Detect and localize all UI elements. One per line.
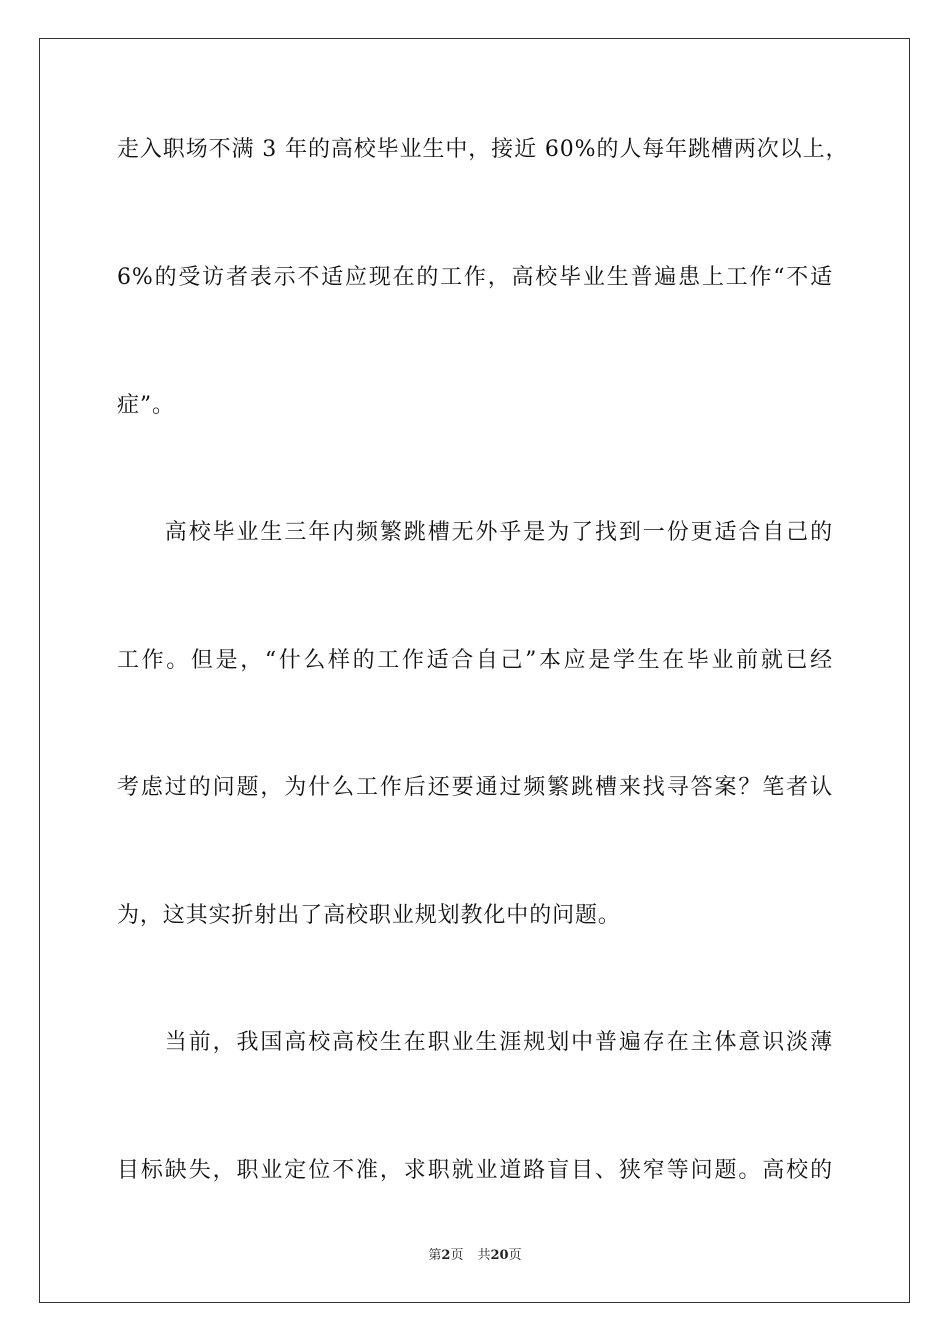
text-line: 症”。 [117, 393, 175, 418]
total-unit: 页 [508, 1248, 522, 1263]
text-line: 当前，我国高校高校生在职业生涯规划中普遍存在主体意识淡薄 [117, 1030, 833, 1055]
total-pages: 20 [490, 1248, 509, 1263]
page-number: 2 [441, 1248, 451, 1263]
text-line: 为，这其实折射出了高校职业规划教化中的问题。 [117, 903, 621, 928]
page-prefix: 第 [428, 1248, 442, 1263]
text-line: 目标缺失，职业定位不准，求职就业道路盲目、狭窄等问题。高校的 [117, 1158, 833, 1183]
page-footer [0, 1247, 950, 1265]
text-line: 考虑过的问题，为什么工作后还要通过频繁跳槽来找寻答案？笔者认 [117, 775, 833, 800]
text-line: 高校毕业生三年内频繁跳槽无外乎是为了找到一份更适合自己的 [117, 520, 833, 545]
total-prefix: 共 [477, 1248, 491, 1263]
text-line: 工作。但是，“什么样的工作适合自己”本应是学生在毕业前就已经 [117, 648, 833, 673]
text-line: 走入职场不满 3 年的高校毕业生中，接近 60%的人每年跳槽两次以上， [117, 137, 849, 162]
page-unit: 页 [450, 1248, 464, 1263]
text-line: 6%的受访者表示不适应现在的工作，高校毕业生普遍患上工作“不适 [117, 265, 833, 290]
